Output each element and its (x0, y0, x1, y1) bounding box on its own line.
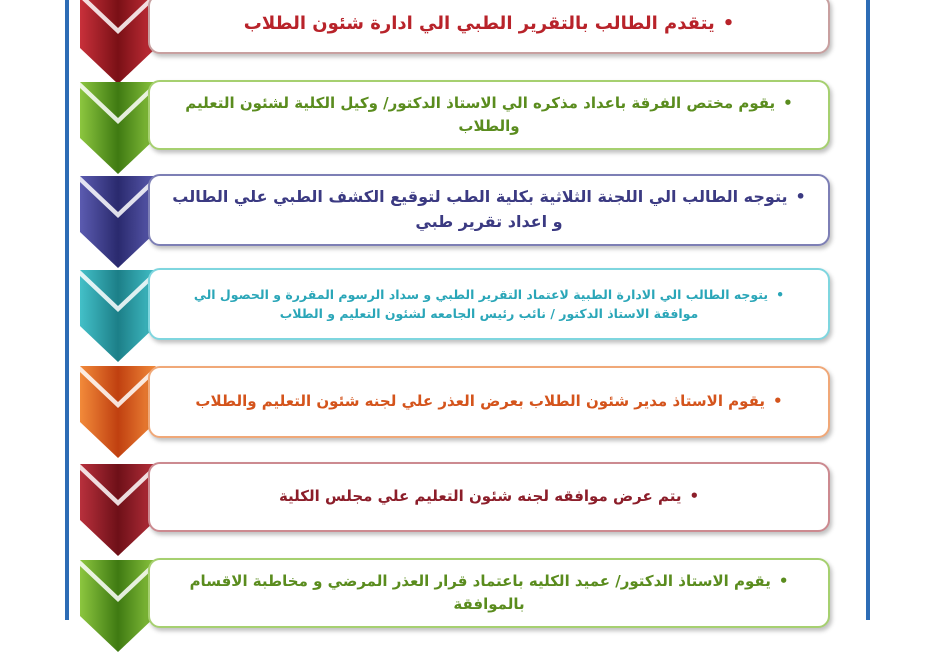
bullet-icon: • (722, 13, 735, 35)
chevron-down-icon (78, 82, 158, 174)
step-text (195, 390, 782, 413)
step-label: يتوجه الطالب الي اللجنة الثلاثية بكلية الطب لتوقيع الكشف الطبي علي الطالب و اعداد تقرير طبي (172, 187, 788, 231)
step-card (148, 174, 830, 246)
step-text (170, 92, 808, 139)
bullet-icon: • (783, 93, 793, 112)
process-step (78, 464, 830, 554)
step-text (244, 10, 734, 38)
page-frame-right (866, 0, 870, 620)
step-label: يقوم مختص الفرقة باعداد مذكره الي الاستاذ الدكتور/ وكيل الكلية لشئون التعليم والطلاب (185, 93, 776, 135)
step-label: يتم عرض موافقه لجنه شئون التعليم علي مجلس الكلية (278, 487, 682, 506)
chevron-down-icon (78, 464, 158, 556)
step-card (148, 558, 830, 628)
process-step (78, 176, 830, 268)
step-card (148, 366, 830, 438)
step-text (170, 185, 808, 235)
bullet-icon: • (689, 487, 700, 506)
step-label: يتوجه الطالب الي الادارة الطبية لاعتماد التقرير الطبي و سداد الرسوم المقررة و الحصول الي موافقة الاستاذ الدكتور / نائب رئيس الجامعه لشئون التعليم و الطلاب (193, 286, 769, 321)
step-label: يقوم الاستاذ الدكتور/ عميد الكليه باعتماد قرار العذر المرضي و مخاطبة الاقسام بالموافقة (189, 571, 771, 613)
step-label: يقوم الاستاذ مدير شئون الطلاب بعرض العذر علي لجنه شئون التعليم والطلاب (195, 392, 766, 411)
step-text (170, 285, 808, 324)
process-step (78, 366, 830, 458)
page-frame-left (65, 0, 69, 620)
chevron-down-icon (78, 0, 158, 84)
chevron-down-icon (78, 270, 158, 362)
step-label: يتقدم الطالب بالتقرير الطبي الي ادارة شئون الطلاب (243, 13, 715, 35)
chevron-down-icon (78, 366, 158, 458)
process-step (78, 560, 830, 650)
bullet-icon: • (795, 187, 806, 207)
step-text (279, 485, 699, 508)
process-step (78, 270, 830, 362)
step-text (170, 570, 808, 617)
chevron-down-icon (78, 176, 158, 268)
step-card (148, 80, 830, 150)
step-card (148, 0, 830, 54)
process-step (78, 0, 830, 72)
bullet-icon: • (778, 571, 789, 590)
step-card (148, 268, 830, 340)
step-card (148, 462, 830, 532)
chevron-down-icon (78, 560, 158, 652)
process-step (78, 82, 830, 172)
bullet-icon: • (773, 392, 783, 411)
bullet-icon: • (776, 286, 785, 302)
